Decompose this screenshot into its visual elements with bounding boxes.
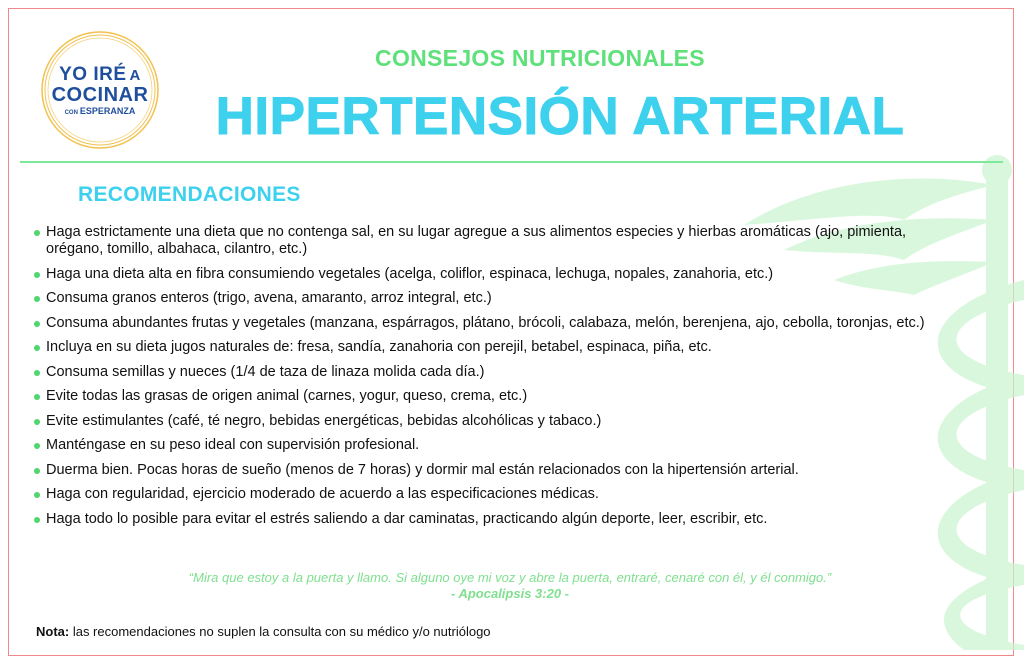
list-item [33,511,963,528]
list-item [33,339,963,356]
logo-line1: YO IRÉ [59,63,127,85]
list-item-text: Haga con regularidad, ejercicio moderado de acuerdo a las especificaciones médicas. [46,486,599,502]
logo-line2: COCINAR [51,83,149,106]
list-item [33,486,963,503]
bullet-icon [34,272,40,278]
page-title: HIPERTENSIÓN ARTERIAL [215,87,905,146]
list-item-text: Haga todo lo posible para evitar el estrés saliendo a dar caminatas, practicando algún deporte, leer, escribir, etc. [46,510,768,527]
bible-quote [80,570,940,602]
bullet-icon [34,370,40,376]
bullet-icon [34,419,40,425]
list-item [33,462,963,479]
bullet-icon [34,345,40,351]
quote-reference: - Apocalipsis 3:20 - [451,586,569,601]
list-item [33,224,963,258]
list-item-text: Incluya en su dieta jugos naturales de: fresa, sandía, zanahoria con perejil, betabel, espinaca, piña, etc. [46,339,712,355]
list-item-text: Consuma semillas y nueces (1/4 de taza de linaza molida cada día.) [46,363,485,380]
logo-line3: ESPERANZA [79,105,136,116]
list-item-text: Consuma abundantes frutas y vegetales (manzana, espárragos, plátano, brócoli, calabaza, melón, berenjena, ajo, cebolla, toronjas, etc.) [46,314,925,331]
list-item-text: Duerma bien. Pocas horas de sueño (menos de 7 horas) y dormir mal están relacionados con la hipertensión arterial. [46,461,799,478]
list-item [33,364,963,381]
list-item [33,266,963,283]
page-subtitle: CONSEJOS NUTRICIONALES [375,45,705,71]
bullet-icon [34,230,40,236]
logo-line1-small: A [129,66,141,84]
list-item [33,437,963,454]
bullet-icon [34,296,40,302]
section-title: RECOMENDACIONES [78,183,301,206]
recommendations-list [33,224,963,535]
bullet-icon [34,394,40,400]
bullet-icon [34,468,40,474]
bullet-icon [34,492,40,498]
list-item-text: Manténgase en su peso ideal con supervisión profesional. [46,437,420,453]
list-item [33,413,963,430]
note-text: las recomendaciones no suplen la consulta con su médico y/o nutriólogo [69,624,491,639]
list-item-text: Evite todas las grasas de origen animal (carnes, yogur, queso, crema, etc.) [46,388,528,404]
logo [37,27,163,153]
list-item [33,315,963,332]
logo-text [37,27,163,153]
bullet-icon [34,517,40,523]
bullet-icon [34,321,40,327]
quote-text: “Mira que estoy a la puerta y llamo. Si alguno oye mi voz y abre la puerta, entraré, cenaré con él, y él conmigo.” [188,570,832,585]
logo-line3-small: CON [64,109,78,116]
bullet-icon [34,443,40,449]
note-label: Nota: [36,624,70,639]
list-item-text: Haga estrictamente una dieta que no contenga sal, en su lugar agregue a sus alimentos especies y hierbas aromáticas (ajo, pimienta, orégano, tomillo, albahaca, cilantro, etc.) [46,224,907,257]
list-item [33,388,963,405]
list-item-text: Evite estimulantes (café, té negro, bebidas energéticas, bebidas alcohólicas y tabaco.) [46,412,602,429]
header-divider [20,161,1003,163]
disclaimer-note [36,624,491,639]
list-item-text: Haga una dieta alta en fibra consumiendo vegetales (acelga, coliflor, espinaca, lechuga, nopales, zanahoria, etc.) [46,265,774,282]
list-item [33,290,963,307]
list-item-text: Consuma granos enteros (trigo, avena, amaranto, arroz integral, etc.) [46,290,492,306]
